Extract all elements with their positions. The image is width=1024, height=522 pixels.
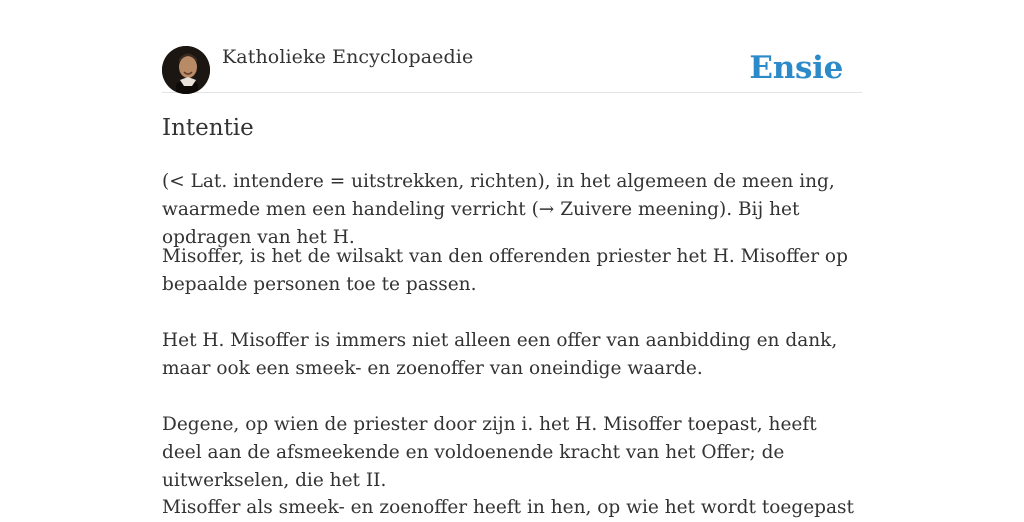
article-paragraph: Misoffer, is het de wilsakt van den offerenden priester het H. Misoffer op bepaalde personen toe te passen. [162,246,848,295]
article-paragraph: Misoffer als smeek- en zoenoffer heeft in hen, op wie het wordt toegepast [162,497,854,518]
article-paragraph: Het H. Misoffer is immers niet alleen een offer van aanbidding en dank, maar ook een smeek- en zoenoffer van oneindige waarde. [162,330,838,379]
author-avatar[interactable] [162,46,210,94]
page-container [162,0,862,518]
article-paragraph: (< Lat. intendere = uitstrekken, richten), in het algemeen de meen ing, waarmede men een handeling verricht (→ Zuivere meening). Bij het opdragen van het H. [162,171,835,248]
site-header [162,0,862,93]
article-paragraph: Degene, op wien de priester door zijn i. het H. Misoffer toepast, heeft deel aan de afsmeekende en voldoenende kracht van het Offer; de uitwerkselen, die het II. [162,414,817,491]
brand-logo[interactable]: Ensie [749,50,843,86]
site-name[interactable]: Katholieke Encyclopaedie [222,46,474,68]
portrait-icon [162,46,210,94]
page-title: Intentie [162,115,254,141]
